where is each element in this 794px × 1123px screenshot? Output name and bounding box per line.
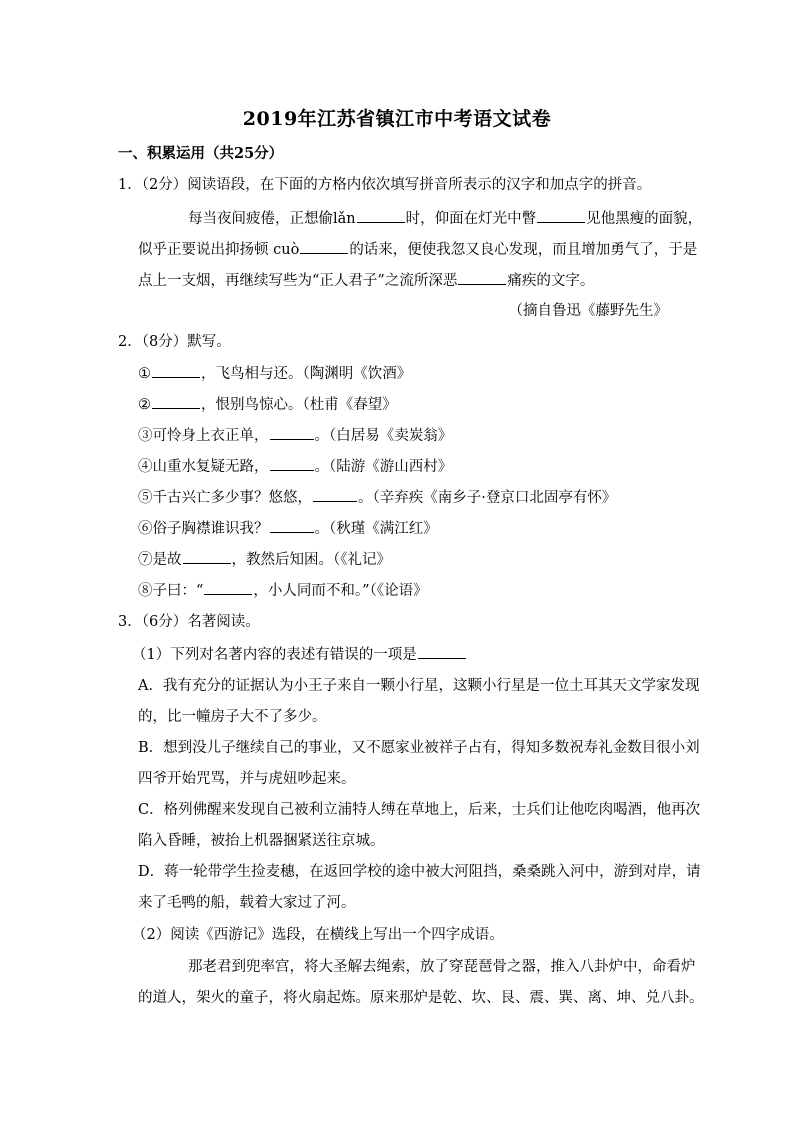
question-3-sub-1: （1）下列对名著内容的表述有错误的一项是 [132,644,467,665]
answer-blank[interactable] [357,208,405,223]
question-1-stem: 1．（2分）阅读语段，在下面的方格内依次填写拼音所表示的汉字和加点字的拼音。 [118,177,652,193]
question-1-passage-line-1: 每当夜间疲倦，正想偷lǎn 时，仰面在灯光中瞥 见他黑瘦的面貌， [188,208,702,229]
answer-blank[interactable] [183,549,231,564]
answer-blank[interactable] [458,270,506,285]
dictation-item-3: ③可怜身上衣正单， 。（白居易《卖炭翁》 [138,425,452,446]
option-a-line-1: A．我有充分的证据认为小王子来自一颗小行星，这颗小行星是一位土耳其天文学家发现 [138,678,700,694]
answer-blank[interactable] [152,394,200,409]
answer-blank[interactable] [204,580,252,595]
option-d-line-2: 来了毛鸭的船，载着大家过了河。 [138,895,356,911]
option-c-line-1: C．格列佛醒来发现自己被利立浦特人缚在草地上，后来，士兵们让他吃肉喝酒，他再次 [138,802,701,818]
question-3-stem: 3．（6分）名著阅读。 [118,614,260,630]
option-c-line-2: 陷入昏睡，被抬上机器捆紧送往京城。 [138,833,385,849]
answer-blank[interactable] [152,363,200,378]
option-b-line-1: B．想到没儿子继续自己的事业，又不愿家业被祥子占有，得知多数祝寿礼金数目很小刘 [138,740,700,756]
section-heading: 一、积累运用（共25分） [118,145,284,162]
dictation-item-7: ⑦是故 ，教然后知困。（《礼记》 [138,549,391,570]
excerpt-line-2: 的道人，架火的童子，将火扇起炼。原来那炉是乾、坎、艮、震、巽、离、坤、兑八卦。 [138,990,704,1006]
page-title: 2019年江苏省镇江市中考语文试卷 [242,108,552,130]
dictation-item-8: ⑧子曰：“ ，小人同而不和。”（《论语》 [138,580,428,601]
dictation-item-5: ⑤千古兴亡多少事？悠悠， 。（辛弃疾《南乡子·登京口北固亭有怀》 [138,487,616,508]
dictation-item-6: ⑥俗子胸襟谁识我？ 。（秋瑾《满江红》 [138,518,438,539]
answer-blank[interactable] [537,208,585,223]
answer-blank[interactable] [418,644,466,659]
answer-blank[interactable] [270,425,314,440]
answer-blank[interactable] [270,518,314,533]
question-2-stem: 2．（8分）默写。 [118,334,231,350]
question-3-sub-2: （2）阅读《西游记》选段，在横线上写出一个四字成语。 [132,927,504,943]
excerpt-line-1: 那老君到兜率宫，将大圣解去绳索，放了穿琵琶骨之器，推入八卦炉中，命看炉 [188,959,696,975]
option-d-line-1: D．蒋一轮带学生捡麦穗，在返回学校的途中被大河阻挡，桑桑跳入河中，游到对岸，请 [138,864,701,880]
question-1-passage-line-3: 点上一支烟，再继续写些为“正人君子”之流所深恶 痛疾的文字。 [138,270,594,291]
passage-source: （摘自鲁迅《藤野先生》 [508,303,668,319]
option-a-line-2: 的，比一幢房子大不了多少。 [138,709,327,725]
answer-blank[interactable] [300,239,348,254]
answer-blank[interactable] [313,487,357,502]
option-b-line-2: 四爷开始咒骂，并与虎妞吵起来。 [138,771,356,787]
answer-blank[interactable] [270,456,314,471]
dictation-item-4: ④山重水复疑无路， 。（陆游《游山西村》 [138,456,452,477]
dictation-item-2: ② ，恨别鸟惊心。（杜甫《春望》 [138,394,397,415]
dictation-item-1: ① ，飞鸟相与还。（陶渊明《饮酒》 [138,363,411,384]
question-1-passage-line-2: 似乎正要说出抑扬顿 cuò 的话来，便使我忽又良心发现，而且增加勇气了，于是 [138,239,697,260]
